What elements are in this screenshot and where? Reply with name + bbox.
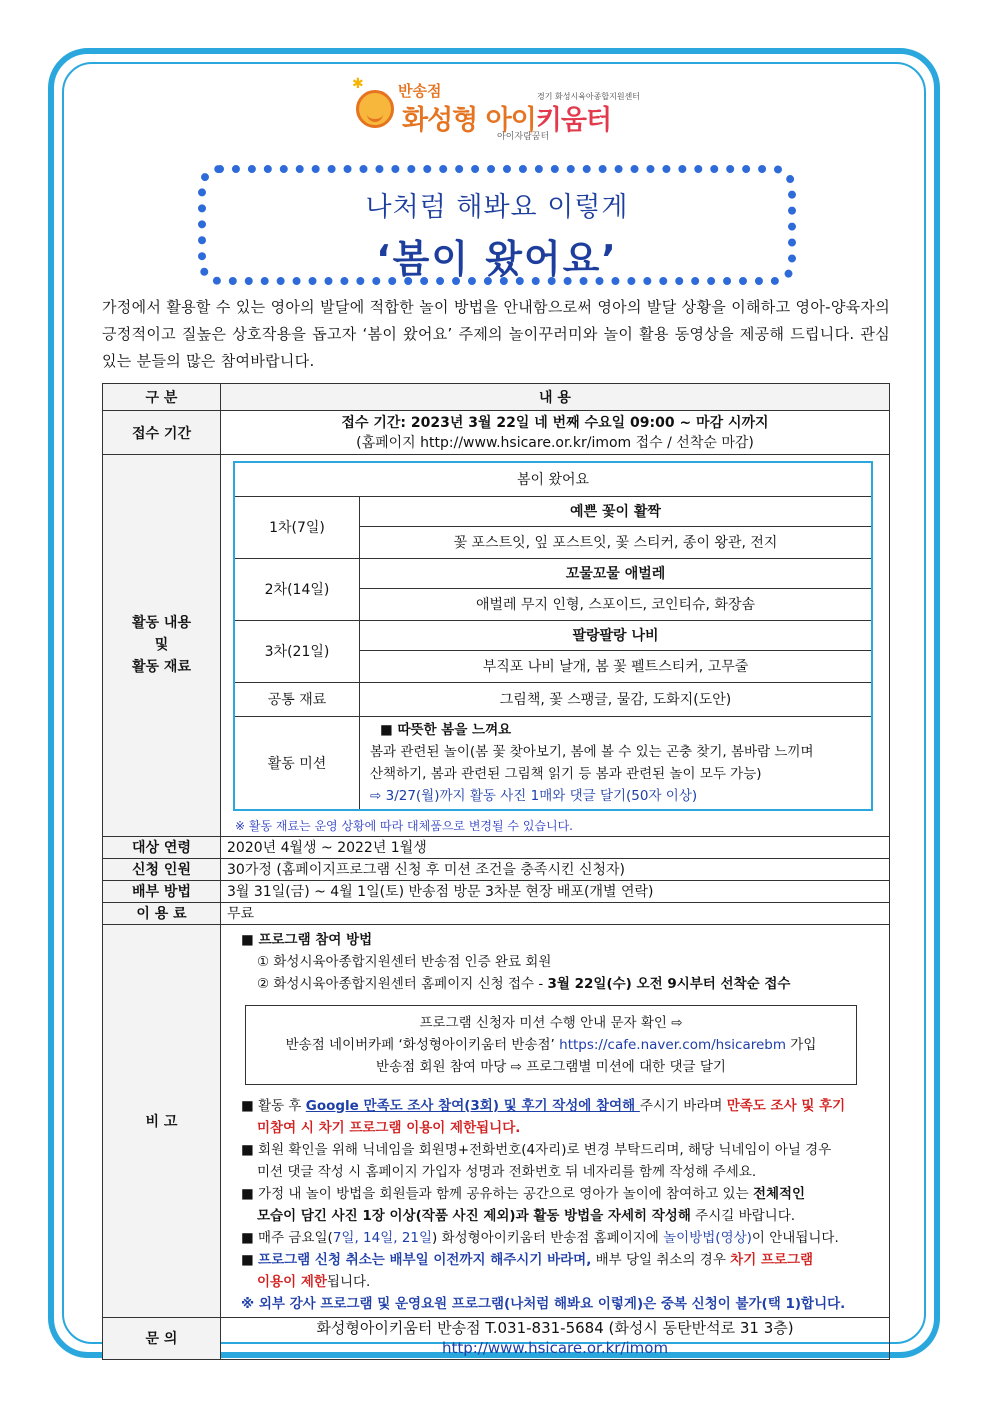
fee-label: 이 용 료	[103, 902, 221, 924]
mission-label: 활동 미션	[234, 716, 360, 810]
age-value: 2020년 4월생 ~ 2022년 1월생	[221, 836, 890, 858]
guide-line-3: 반송점 회원 참여 마당 ⇨ 프로그램별 미션에 대한 댓글 달기	[376, 1058, 726, 1075]
remarks-cell	[221, 924, 890, 1317]
distribution-value: 3월 31일(금) ~ 4월 1일(토) 반송점 방문 3차분 현장 배포(개별 연락)	[221, 880, 890, 902]
remark-survey-2: 미참여 시 차기 프로그램 이용이 제한됩니다.	[257, 1119, 521, 1136]
people-value: 30가정 (홈페이지프로그램 신청 후 미션 조건을 충족시킨 신청자)	[221, 858, 890, 880]
title-line-2: ‘봄이 왔어요’	[376, 237, 618, 281]
guide-line-2: 반송점 네이버카페 ‘화성형아이키움터 반송점’ https://cafe.naver.com/hsicarebm 가입	[285, 1036, 817, 1053]
distribution-label: 배부 방법	[103, 880, 221, 902]
remark-cancel: ■ 프로그램 신청 취소는 배부일 이전까지 해주시기 바라며, 배부 당일 취소의 경우 차기 프로그램	[241, 1251, 814, 1268]
method-2: ② 화성시육아종합지원센터 홈페이지 신청 접수 - 3월 22일(수) 오전 9시부터 선착순 접수	[257, 975, 791, 992]
header-category: 구 분	[103, 384, 221, 411]
guide-line-1: 프로그램 신청자 미션 수행 안내 문자 확인 ⇨	[419, 1014, 683, 1031]
star-icon: ✱	[352, 76, 364, 92]
activity-cell	[221, 455, 890, 837]
round-1-theme: 예쁜 꽃이 활짝	[360, 496, 873, 526]
age-label: 대상 연령	[103, 836, 221, 858]
period-cell	[221, 411, 890, 455]
round-1-materials: 꽃 포스트잇, 잎 포스트잇, 꽃 스티커, 종이 왕관, 전지	[360, 526, 873, 558]
period-main: 접수 기간: 2023년 3월 22일 네 번째 수요일 09:00 ~ 마감 시까지	[341, 414, 769, 431]
contact-label: 문 의	[103, 1317, 221, 1359]
remark-photo: ■ 가정 내 놀이 방법을 회원들과 함께 공유하는 공간으로 영아가 놀이에 참여하고 있는 전체적인	[241, 1185, 806, 1202]
smiling-face-icon	[356, 90, 394, 128]
common-label: 공통 재료	[234, 682, 360, 716]
logo-name: 화성형 아이키움터	[402, 105, 612, 136]
remark-survey: ■ 활동 후 Google 만족도 조사 참여(3회) 및 후기 작성에 참여해 주시기 바라며 만족도 조사 및 후기	[241, 1097, 846, 1114]
title-box	[198, 165, 796, 285]
mission-desc-2: 산책하기, 봄과 관련된 그림책 읽기 등 봄과 관련된 놀이 모두 가능)	[370, 765, 762, 782]
mission-desc-1: 봄과 관련된 놀이(봄 꽃 찾아보기, 봄에 볼 수 있는 곤충 찾기, 봄바람 느끼며	[370, 743, 814, 760]
survey-link[interactable]: Google 만족도 조사 참여(3회) 및 후기 작성에 참여해	[305, 1097, 640, 1114]
fee-value: 무료	[221, 902, 890, 924]
activity-label: 활동 내용 및 활동 재료	[103, 455, 221, 837]
round-2-materials: 애벌레 무지 인형, 스포이드, 코인티슈, 화장솜	[360, 588, 873, 620]
material-note: ※ 활동 재료는 운영 상황에 따라 대체품으로 변경될 수 있습니다.	[235, 818, 574, 833]
activity-title: 봄이 왔어요	[234, 462, 872, 496]
period-label: 접수 기간	[103, 411, 221, 455]
logo-org: 경기 화성시육아종합지원센터	[537, 92, 641, 101]
contact-cell	[221, 1317, 890, 1359]
title-line-1: 나처럼 해봐요 이렇게	[365, 192, 629, 223]
remark-duplicate: ※ 외부 강사 프로그램 및 운영요원 프로그램(나처럼 해봐요 이렇게)은 중복 신청이 불가(택 1)합니다.	[241, 1295, 846, 1312]
remark-nickname: ■ 회원 확인을 위해 닉네임을 회원명+전화번호(4자리)로 변경 부탁드리며, 해당 닉네임이 아닐 경우	[241, 1141, 832, 1158]
round-2-label: 2차(14일)	[234, 558, 360, 620]
intro-paragraph: 가정에서 활용할 수 있는 영아의 발달에 적합한 놀이 방법을 안내함으로써 영아의 발달 상황을 이해하고 영아-양육자의 긍정적이고 질높은 상호작용을 돕고자 ‘봄이 왔어요’ 주제의 놀이꾸러미와 놀이 활용 동영상을 제공해 드립니다. 관심 있는 분들의 많은 참여바랍니다.	[102, 298, 890, 370]
remark-cancel-2: 이용이 제한됩니다.	[257, 1273, 371, 1290]
logo-tagline: 아이자람꿈터	[497, 132, 550, 142]
remark-nickname-2: 미션 댓글 작성 시 홈페이지 가입자 성명과 전화번호 뒤 네자리를 함께 작성해 주세요.	[257, 1163, 757, 1180]
mission-deadline: ⇨ 3/27(월)까지 활동 사진 1매와 댓글 달기(50자 이상)	[370, 787, 698, 804]
round-1-label: 1차(7일)	[234, 496, 360, 558]
contact-line: 화성형아이키움터 반송점 T.031-831-5684 (화성시 동탄반석로 31 3층)	[316, 1319, 794, 1337]
remark-photo-2: 모습이 담긴 사진 1장 이상(작품 사진 제외)과 활동 방법을 자세히 작성해 주시길 바랍니다.	[257, 1207, 796, 1224]
contact-url[interactable]: http://www.hsicare.or.kr/imom	[441, 1339, 669, 1357]
method-1: ① 화성시육아종합지원센터 반송점 인증 완료 회원	[257, 953, 552, 970]
round-2-theme: 꼬물꼬물 애벌레	[360, 558, 873, 588]
common-materials: 그림책, 꽃 스팽글, 물감, 도화지(도안)	[360, 682, 873, 716]
activity-table	[233, 461, 873, 811]
mission-title: ■ 따뜻한 봄을 느껴요	[380, 721, 512, 738]
round-3-materials: 부직포 나비 날개, 봄 꽃 펠트스티커, 고무줄	[360, 650, 873, 682]
round-3-label: 3차(21일)	[234, 620, 360, 682]
people-label: 신청 인원	[103, 858, 221, 880]
mission-cell	[360, 716, 873, 810]
mission-guide-box	[245, 1005, 857, 1085]
method-title: ■ 프로그램 참여 방법	[241, 931, 373, 948]
period-sub: (홈페이지 http://www.hsicare.or.kr/imom 접수 / 선착순 마감)	[356, 434, 754, 451]
logo-branch: 반송점	[398, 82, 442, 100]
header-content: 내 용	[221, 384, 890, 411]
remark-friday: ■ 매주 금요일(7일, 14일, 21일) 화성형아이키움터 반송점 홈페이지에 놀이방법(영상)이 안내됩니다.	[241, 1229, 839, 1246]
logo	[352, 76, 644, 146]
remarks-label: 비 고	[103, 924, 221, 1317]
cafe-link[interactable]: https://cafe.naver.com/hsicarebm	[559, 1036, 786, 1053]
info-table	[102, 383, 890, 1360]
round-3-theme: 팔랑팔랑 나비	[360, 620, 873, 650]
